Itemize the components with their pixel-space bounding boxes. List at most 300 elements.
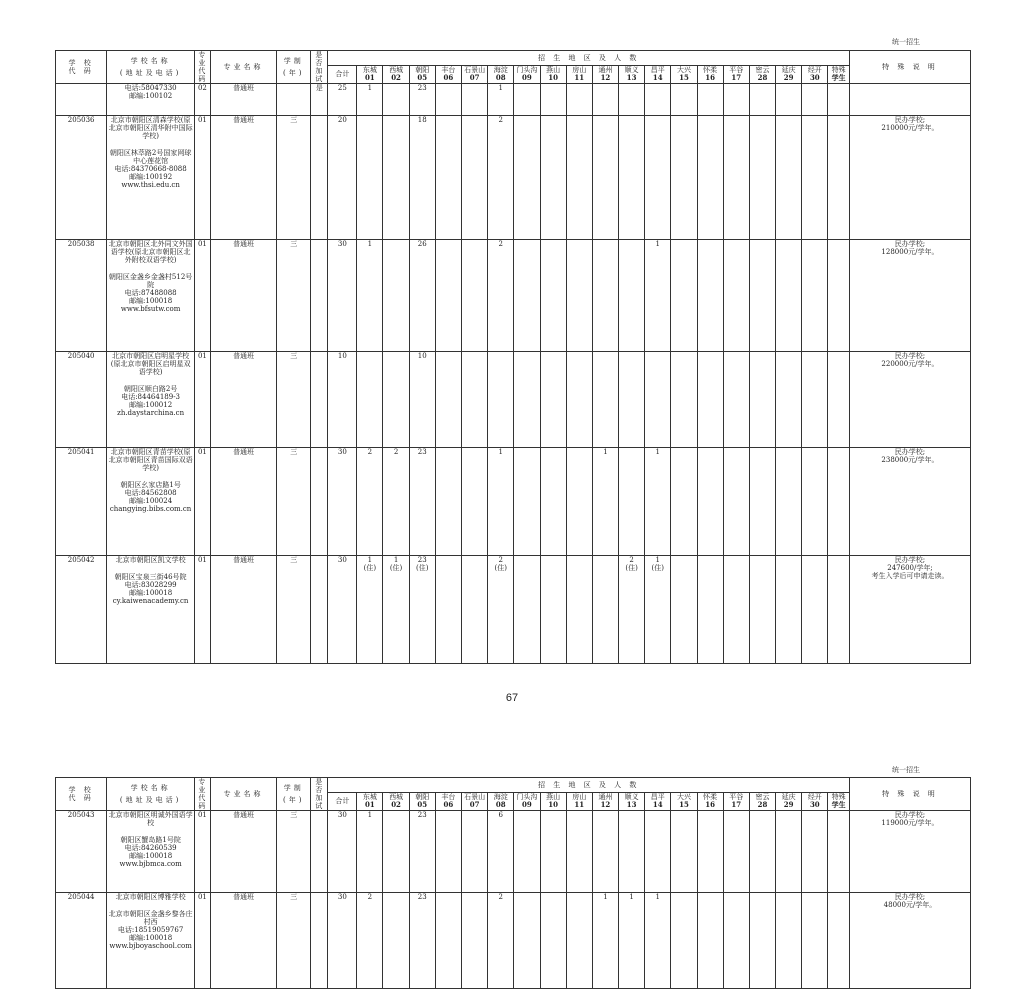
district-name: 海淀 [493, 793, 508, 802]
district-count [776, 893, 802, 989]
table-row [56, 240, 971, 352]
district-count [828, 811, 850, 893]
district-count: 6 [488, 811, 514, 893]
district-count: 1 [645, 448, 671, 556]
district-count: 2 [357, 893, 383, 989]
extra-test [311, 893, 328, 989]
district-count [619, 811, 645, 893]
district-code: 学生 [831, 800, 846, 810]
header-district [409, 792, 435, 810]
district-code: 02 [391, 73, 401, 83]
table-header [56, 51, 971, 84]
district-count [462, 556, 488, 664]
district-count [645, 116, 671, 240]
district-name: 海淀 [493, 66, 508, 75]
district-name: 门头沟 [516, 793, 538, 802]
header-district [671, 792, 697, 810]
table-row [56, 352, 971, 448]
district-count [802, 352, 828, 448]
district-count [671, 893, 697, 989]
district-code: 09 [522, 73, 532, 83]
corner-label: 统一招生 [892, 766, 920, 774]
district-name: 大兴 [676, 793, 691, 802]
district-count [540, 556, 566, 664]
district-count [645, 811, 671, 893]
table-row [56, 84, 971, 116]
major-code: 01 [194, 448, 210, 556]
district-count: 1 [645, 240, 671, 352]
district-count [671, 116, 697, 240]
district-count [723, 116, 749, 240]
district-name: 东城 [362, 66, 377, 75]
district-count [776, 116, 802, 240]
district-count [435, 811, 461, 893]
district-count [514, 352, 540, 448]
table-body [56, 84, 971, 664]
header-remarks: 特 殊 说 明 [849, 51, 970, 84]
district-code: 16 [705, 73, 715, 83]
district-count: 26 [409, 240, 435, 352]
district-code: 16 [705, 800, 715, 810]
district-name: 密云 [755, 66, 770, 75]
district-count [723, 240, 749, 352]
table-body [56, 811, 971, 989]
district-name: 昌平 [650, 793, 665, 802]
district-count [566, 84, 592, 116]
header-district [462, 792, 488, 810]
total-count: 30 [328, 240, 357, 352]
district-code: 15 [679, 73, 689, 83]
district-count: 2 (住) [488, 556, 514, 664]
district-count [723, 556, 749, 664]
district-name: 经开 [807, 793, 822, 802]
header-duration-sub: (年) [283, 796, 305, 804]
district-count [383, 811, 409, 893]
header-school-name-sub: (地址及电话) [119, 796, 182, 804]
header-district [409, 65, 435, 83]
district-count [697, 84, 723, 116]
table-row [56, 556, 971, 664]
duration: 三 [277, 116, 311, 240]
district-count [383, 893, 409, 989]
district-count [540, 116, 566, 240]
district-count [462, 116, 488, 240]
header-district [592, 792, 618, 810]
header-district [540, 65, 566, 83]
district-name: 通州 [598, 793, 613, 802]
district-count [749, 84, 775, 116]
district-count [802, 811, 828, 893]
district-count [462, 352, 488, 448]
header-duration [277, 778, 311, 811]
district-count [828, 556, 850, 664]
district-code: 01 [365, 800, 375, 810]
district-count [383, 240, 409, 352]
special-notes: 民办学校; 247600/学年; 考生入学后可申请走读。 [849, 556, 970, 664]
total-count: 30 [328, 556, 357, 664]
district-count: 23 (住) [409, 556, 435, 664]
header-school-code-text: 学 校 代 码 [68, 786, 94, 802]
district-count [723, 352, 749, 448]
district-name: 平谷 [729, 793, 744, 802]
district-count [697, 556, 723, 664]
district-count [697, 811, 723, 893]
header-district [540, 792, 566, 810]
district-count [383, 84, 409, 116]
extra-test [311, 448, 328, 556]
district-count [540, 448, 566, 556]
header-school-name-text: 学校名称 [130, 784, 171, 792]
school-code: 205041 [56, 448, 107, 556]
major-code: 01 [194, 811, 210, 893]
admission-table [55, 50, 971, 664]
duration: 三 [277, 352, 311, 448]
district-count [435, 893, 461, 989]
district-code: 30 [809, 800, 820, 810]
district-count: 1 (住) [645, 556, 671, 664]
header-school-code [56, 51, 107, 84]
district-count [619, 84, 645, 116]
district-code: 17 [731, 73, 742, 83]
major-name: 普通班 [210, 352, 276, 448]
header-duration-text: 学制 [283, 784, 304, 792]
major-name: 普通班 [210, 556, 276, 664]
header-district [749, 792, 775, 810]
header-major-code [194, 778, 210, 811]
district-count [566, 556, 592, 664]
school-code: 205040 [56, 352, 107, 448]
school-address: 朝阳区蟹岛路1号院 电话:84260539 邮编:100018 www.bjbmca.com [119, 836, 182, 868]
district-count [592, 84, 618, 116]
school-name: 北京市朝阳区清森学校(原北京市朝阳区清华附中国际学校) [108, 116, 193, 140]
duration [277, 84, 311, 116]
district-count [619, 116, 645, 240]
header-school-code [56, 778, 107, 811]
school-code: 205038 [56, 240, 107, 352]
header-major-code [194, 51, 210, 84]
school-code: 205044 [56, 893, 107, 989]
header-district [566, 792, 592, 810]
district-code: 11 [574, 800, 585, 810]
district-count [749, 352, 775, 448]
district-code: 12 [600, 800, 611, 810]
district-count [592, 240, 618, 352]
district-name: 朝阳 [415, 66, 430, 75]
district-count [514, 811, 540, 893]
district-name: 通州 [598, 66, 613, 75]
district-name: 密云 [755, 793, 770, 802]
district-name: 经开 [807, 66, 822, 75]
district-count [645, 84, 671, 116]
district-count [671, 84, 697, 116]
table-row [56, 116, 971, 240]
header-district [357, 65, 383, 83]
district-count [462, 893, 488, 989]
district-count [514, 556, 540, 664]
header-region-title: 招 生 地 区 及 人 数 [328, 778, 849, 793]
school-info [107, 448, 195, 556]
district-count [723, 448, 749, 556]
header-school-name [107, 778, 195, 811]
district-count [462, 448, 488, 556]
district-name: 燕山 [546, 793, 561, 802]
district-count [749, 556, 775, 664]
header-total: 合计 [328, 65, 357, 83]
special-notes: 民办学校; 128000元/学年。 [849, 240, 970, 352]
district-count: 1 [357, 811, 383, 893]
header-extra-test-text: 是否加试 [315, 51, 326, 83]
district-count [776, 448, 802, 556]
major-code: 01 [194, 240, 210, 352]
header-extra-test [311, 51, 328, 84]
school-address: 电话:58047330 邮编:100102 [124, 84, 177, 100]
district-count: 2 (住) [619, 556, 645, 664]
district-count [540, 240, 566, 352]
school-info [107, 116, 195, 240]
district-count: 1 [488, 84, 514, 116]
header-district [723, 65, 749, 83]
district-count: 1 [592, 893, 618, 989]
district-count: 1 (住) [357, 556, 383, 664]
major-name: 普通班 [210, 240, 276, 352]
district-count [435, 352, 461, 448]
district-code: 17 [731, 800, 742, 810]
district-count [671, 448, 697, 556]
district-count [592, 556, 618, 664]
district-code: 05 [417, 800, 428, 810]
district-count [540, 352, 566, 448]
district-code: 15 [679, 800, 689, 810]
district-count [592, 116, 618, 240]
district-code: 01 [365, 73, 375, 83]
header-school-code-text: 学 校 代 码 [68, 59, 94, 75]
school-name: 北京市朝阳区博雅学校 [115, 893, 186, 901]
district-count [802, 116, 828, 240]
district-count [697, 893, 723, 989]
district-count [619, 240, 645, 352]
district-count [540, 84, 566, 116]
major-name: 普通班 [210, 448, 276, 556]
district-name: 延庆 [781, 66, 796, 75]
major-name: 普通班 [210, 116, 276, 240]
header-duration [277, 51, 311, 84]
district-count [566, 116, 592, 240]
header-district [619, 792, 645, 810]
district-count [566, 240, 592, 352]
district-count [828, 448, 850, 556]
header-major-code-text: 专业代码 [198, 778, 209, 810]
school-info [107, 893, 195, 989]
total-count: 30 [328, 893, 357, 989]
school-name: 北京市朝阳区青苗学校(原北京市朝阳区青苗国际双语学校) [108, 448, 193, 472]
total-count: 30 [328, 811, 357, 893]
district-count [749, 116, 775, 240]
district-name: 特殊 [831, 66, 846, 75]
district-code: 13 [626, 800, 637, 810]
duration: 三 [277, 893, 311, 989]
total-count: 10 [328, 352, 357, 448]
header-duration-text: 学制 [283, 57, 304, 65]
district-code: 28 [757, 73, 768, 83]
district-code: 07 [469, 800, 480, 810]
special-notes: 民办学校; 238000元/学年。 [849, 448, 970, 556]
header-region-title: 招 生 地 区 及 人 数 [328, 51, 849, 66]
district-name: 丰台 [441, 793, 456, 802]
district-name: 顺义 [624, 793, 639, 802]
header-extra-test-text: 是否加试 [315, 778, 326, 810]
district-count [671, 811, 697, 893]
extra-test: 是 [311, 84, 328, 116]
admission-table [55, 777, 971, 989]
major-code: 01 [194, 352, 210, 448]
header-district [592, 65, 618, 83]
school-name: 北京市朝阳区北外同文外国语学校(原北京市朝阳区北外附校双语学校) [108, 240, 193, 264]
district-name: 平谷 [729, 66, 744, 75]
district-count [357, 352, 383, 448]
major-name: 普通班 [210, 811, 276, 893]
district-code: 06 [443, 73, 454, 83]
district-name: 门头沟 [516, 66, 538, 75]
school-code [56, 84, 107, 116]
header-district [776, 792, 802, 810]
school-info [107, 556, 195, 664]
header-district [802, 65, 828, 83]
special-notes: 民办学校; 210000元/学年。 [849, 116, 970, 240]
district-count: 1 [357, 240, 383, 352]
district-count [514, 116, 540, 240]
district-count [435, 240, 461, 352]
district-count [723, 811, 749, 893]
school-name: 北京市朝阳区启明星学校(原北京市朝阳区启明星双语学校) [110, 352, 191, 376]
major-code: 02 [194, 84, 210, 116]
header-total: 合计 [328, 792, 357, 810]
corner-label: 统一招生 [892, 38, 920, 46]
district-count: 23 [409, 84, 435, 116]
table-row [56, 893, 971, 989]
district-name: 怀柔 [703, 793, 718, 802]
district-count: 1 [488, 448, 514, 556]
duration: 三 [277, 240, 311, 352]
district-count: 23 [409, 811, 435, 893]
school-code: 205042 [56, 556, 107, 664]
district-code: 10 [548, 800, 558, 810]
page-number: 67 [505, 692, 519, 704]
district-count [435, 556, 461, 664]
district-code: 29 [783, 800, 794, 810]
table-row [56, 448, 971, 556]
header-district [357, 792, 383, 810]
district-name: 石景山 [464, 793, 486, 802]
district-count [749, 240, 775, 352]
special-notes: 民办学校; 119000元/学年。 [849, 811, 970, 893]
district-code: 29 [783, 73, 794, 83]
extra-test [311, 352, 328, 448]
total-count: 20 [328, 116, 357, 240]
extra-test [311, 811, 328, 893]
header-district [462, 65, 488, 83]
district-count [776, 811, 802, 893]
district-count [488, 352, 514, 448]
district-count: 2 [383, 448, 409, 556]
school-info [107, 811, 195, 893]
header-school-name-text: 学校名称 [130, 57, 171, 65]
district-count: 2 [357, 448, 383, 556]
header-duration-sub: (年) [283, 69, 305, 77]
school-code: 205036 [56, 116, 107, 240]
major-code: 01 [194, 893, 210, 989]
district-name: 石景山 [464, 66, 486, 75]
header-district [723, 792, 749, 810]
header-district [671, 65, 697, 83]
district-count [462, 240, 488, 352]
header-major-name [210, 51, 276, 84]
district-name: 怀柔 [703, 66, 718, 75]
district-count: 23 [409, 448, 435, 556]
header-school-name-sub: (地址及电话) [119, 69, 182, 77]
district-count [462, 84, 488, 116]
district-count: 2 [488, 240, 514, 352]
district-count [723, 84, 749, 116]
district-name: 丰台 [441, 66, 456, 75]
district-count: 1 [357, 84, 383, 116]
district-count [723, 893, 749, 989]
extra-test [311, 240, 328, 352]
header-district [697, 792, 723, 810]
district-count [802, 556, 828, 664]
header-district [645, 792, 671, 810]
district-count [566, 811, 592, 893]
district-count [514, 84, 540, 116]
district-count [671, 240, 697, 352]
major-name: 普通班 [210, 893, 276, 989]
district-name: 西城 [389, 66, 404, 75]
special-notes: 民办学校; 48000元/学年。 [849, 893, 970, 989]
school-name: 北京市朝阳区凯文学校 [115, 556, 186, 564]
district-count [776, 84, 802, 116]
school-code: 205043 [56, 811, 107, 893]
header-major-code-text: 专业代码 [198, 51, 209, 83]
district-count [619, 352, 645, 448]
header-school-name [107, 51, 195, 84]
header-remarks: 特 殊 说 明 [849, 778, 970, 811]
district-name: 大兴 [676, 66, 691, 75]
district-code: 06 [443, 800, 454, 810]
district-count: 2 [488, 116, 514, 240]
district-count [645, 352, 671, 448]
district-count [776, 240, 802, 352]
district-count [566, 352, 592, 448]
district-count [566, 893, 592, 989]
header-major-name [210, 778, 276, 811]
header-district [488, 792, 514, 810]
district-code: 14 [652, 800, 663, 810]
header-district [435, 65, 461, 83]
district-code: 30 [809, 73, 820, 83]
district-count [776, 352, 802, 448]
header-extra-test [311, 778, 328, 811]
district-count [566, 448, 592, 556]
district-count [802, 84, 828, 116]
header-district [514, 792, 540, 810]
total-count: 30 [328, 448, 357, 556]
district-count [540, 893, 566, 989]
header-district [435, 792, 461, 810]
district-count: 18 [409, 116, 435, 240]
header-major-name-text: 专业名称 [223, 790, 264, 798]
district-count [357, 116, 383, 240]
district-count [435, 84, 461, 116]
district-count [383, 352, 409, 448]
